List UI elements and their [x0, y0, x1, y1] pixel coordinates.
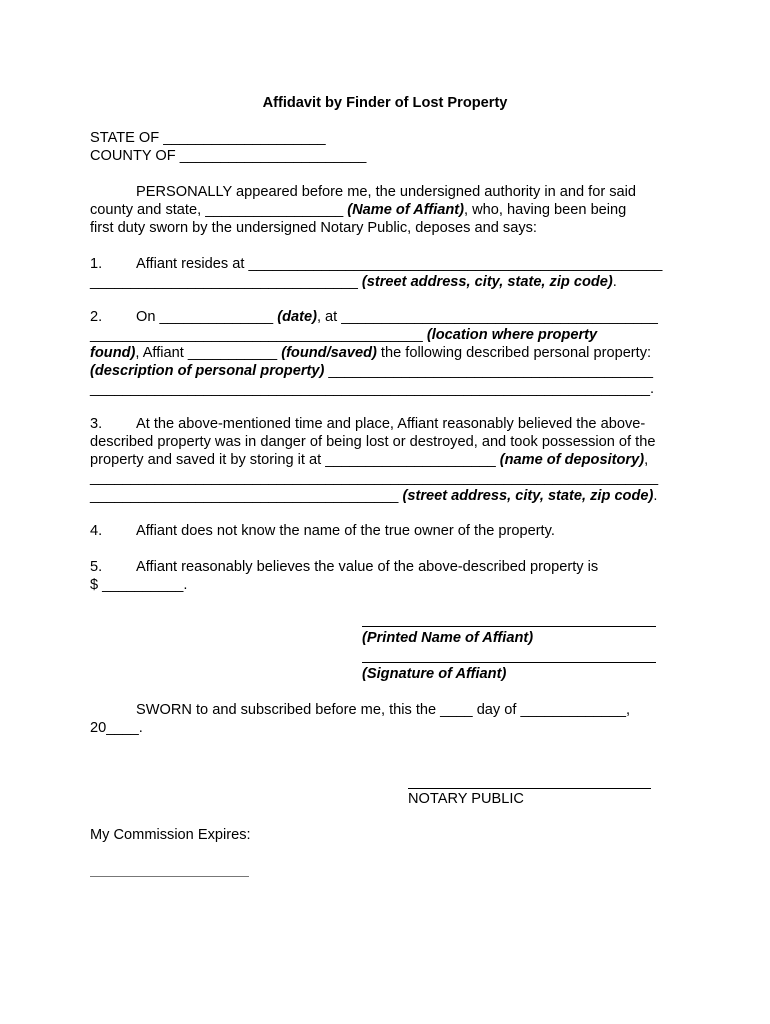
commission-date-line: [90, 876, 249, 877]
item-5-number: 5.: [90, 559, 103, 575]
description-label: (description of personal property): [90, 363, 325, 379]
intro-line-2: [90, 201, 626, 219]
item-2-number: 2.: [90, 309, 103, 325]
commission-expires-label: My Commission Expires:: [90, 827, 251, 843]
county-line: COUNTY OF _______________________: [90, 148, 367, 164]
item-3-period: .: [653, 488, 658, 504]
item-2-line-3: [90, 344, 651, 362]
intro-line-1: PERSONALLY appeared before me, the undersigned authority in and for said: [136, 184, 637, 200]
sworn-line-1: SWORN to and subscribed before me, this the ____ day of _____________,: [136, 702, 631, 718]
item-3-line-5: [90, 487, 657, 505]
printed-name-line: [362, 626, 656, 627]
found-saved-label: (found/saved): [281, 345, 377, 361]
item-3-text: property and saved it by storing it at _____________________: [90, 452, 500, 468]
item-2-at: , at _______________________________________: [316, 309, 658, 325]
street-address-label-2: (street address, city, state, zip code): [402, 488, 654, 504]
item-1-number: 1.: [90, 256, 103, 272]
printed-name-label: (Printed Name of Affiant): [362, 630, 534, 646]
item-2-line-4: [90, 362, 653, 380]
item-2-line-2: [90, 326, 597, 344]
item-3-line-1: At the above-mentioned time and place, Affiant reasonably believed the above-: [136, 416, 646, 432]
item-2-on: On ______________: [136, 309, 278, 325]
item-3-comma: ,: [644, 452, 649, 468]
affiant-blank: , Affiant ___________: [135, 345, 282, 361]
name-of-affiant-label: (Name of Affiant): [347, 202, 464, 218]
item-1-line-1: Affiant resides at ___________________________________________________: [136, 256, 663, 272]
item-1-blank: _________________________________: [90, 274, 362, 290]
signature-line: [362, 662, 656, 663]
description-blank: ________________________________________: [324, 363, 654, 379]
item-3-number: 3.: [90, 416, 103, 432]
signature-label: (Signature of Affiant): [362, 666, 507, 682]
street-address-label: (street address, city, state, zip code): [361, 274, 613, 290]
notary-signature-line: [408, 788, 651, 789]
item-4-number: 4.: [90, 523, 103, 539]
item-3-line-4: ______________________________________________________________________: [90, 470, 659, 486]
item-2-line-1: [136, 308, 658, 326]
notary-public-label: NOTARY PUBLIC: [408, 791, 524, 807]
item-1-period: .: [612, 274, 617, 290]
intro-blank: county and state, _________________: [90, 202, 348, 218]
item-2-blank: _________________________________________: [90, 327, 427, 343]
item-3-blank: ______________________________________: [90, 488, 403, 504]
item-2-line-5: _____________________________________________________________________.: [90, 381, 655, 397]
item-3-line-3: [90, 451, 648, 469]
depository-label: (name of depository): [499, 452, 645, 468]
item-4-text: Affiant does not know the name of the true owner of the property.: [136, 523, 555, 539]
date-label: (date): [277, 309, 317, 325]
found-label: found): [90, 345, 136, 361]
intro-line-3: first duty sworn by the undersigned Notary Public, deposes and says:: [90, 220, 537, 236]
item-2-text: the following described personal property:: [376, 345, 652, 361]
intro-text: , who, having been being: [464, 202, 627, 218]
state-line: STATE OF ____________________: [90, 130, 326, 146]
item-5-line-1: Affiant reasonably believes the value of the above-described property is: [136, 559, 599, 575]
item-3-line-2: described property was in danger of being lost or destroyed, and took possession of the: [90, 434, 656, 450]
sworn-line-2: 20____.: [90, 720, 143, 736]
document-title: Affidavit by Finder of Lost Property: [262, 95, 508, 111]
location-label: (location where property: [426, 327, 598, 343]
item-5-line-2: $ __________.: [90, 577, 188, 593]
item-1-line-2: [90, 273, 617, 291]
